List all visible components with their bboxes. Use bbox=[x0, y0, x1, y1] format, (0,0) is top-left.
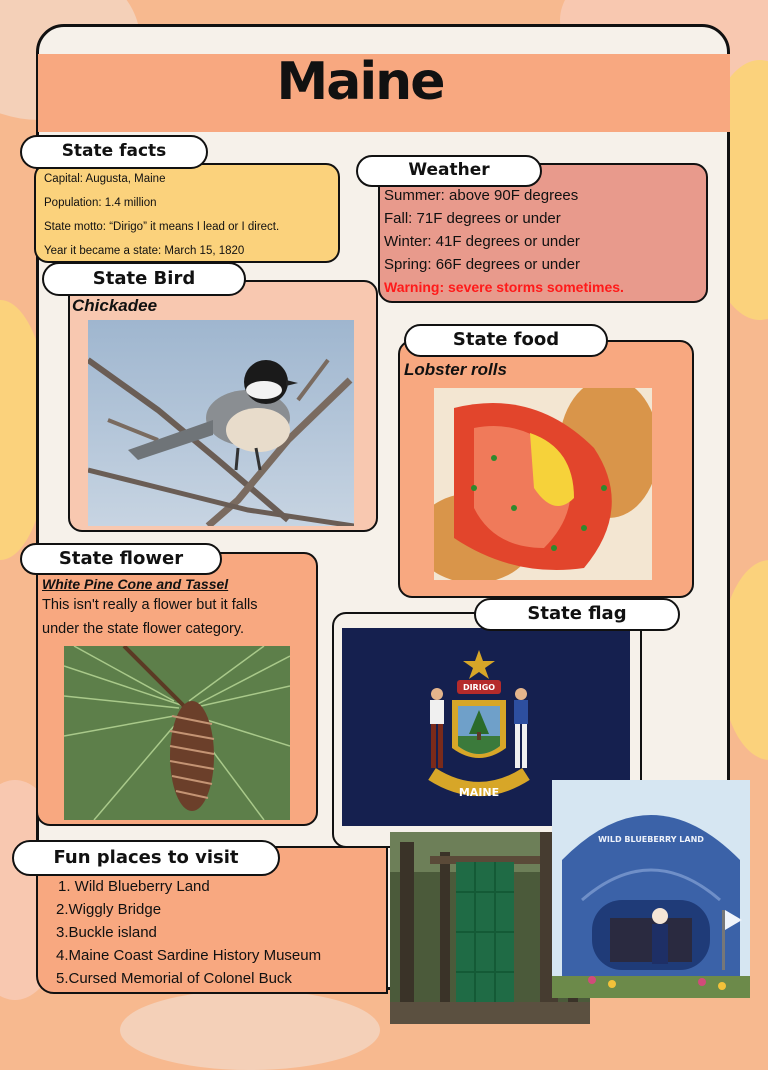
state-facts-label: State facts bbox=[20, 135, 208, 169]
fact-motto: State motto: “Dirigo” it means I lead or I direct. bbox=[44, 221, 280, 233]
fun-place-2: 2.Wiggly Bridge bbox=[56, 901, 162, 918]
blueberry-sign-text: WILD BLUEBERRY LAND bbox=[598, 835, 704, 844]
weather-summer: Summer: above 90F degrees bbox=[384, 187, 579, 204]
fact-statehood: Year it became a state: March 15, 1820 bbox=[44, 245, 245, 257]
state-food-name: Lobster rolls bbox=[404, 360, 507, 379]
flag-name: MAINE bbox=[458, 786, 500, 799]
state-flower-desc-line2: under the state flower category. bbox=[42, 621, 245, 637]
state-flag-label: State flag bbox=[474, 598, 680, 631]
state-flower-label: State flower bbox=[20, 543, 222, 575]
wild-blueberry-land-photo bbox=[552, 780, 750, 998]
pine-cone-photo bbox=[64, 646, 290, 820]
state-bird-name: Chickadee bbox=[72, 296, 158, 315]
state-flower-name: White Pine Cone and Tassel bbox=[42, 576, 229, 592]
weather-winter: Winter: 41F degrees or under bbox=[384, 233, 580, 250]
fact-capital: Capital: Augusta, Maine bbox=[44, 173, 166, 185]
state-bird-label: State Bird bbox=[42, 262, 246, 296]
state-flower-desc-line1: This isn't really a flower but it falls bbox=[42, 597, 258, 613]
fun-place-3: 3.Buckle island bbox=[56, 924, 157, 941]
lobster-roll-photo bbox=[434, 388, 652, 580]
weather-label: Weather bbox=[356, 155, 542, 187]
state-food-label: State food bbox=[404, 324, 608, 357]
chickadee-photo bbox=[88, 320, 354, 526]
flag-motto: DIRIGO bbox=[462, 683, 496, 692]
state-facts-box bbox=[34, 163, 340, 263]
background-blob bbox=[120, 990, 380, 1070]
page-title: Maine bbox=[276, 52, 444, 112]
weather-spring: Spring: 66F degrees or under bbox=[384, 256, 580, 273]
fact-population: Population: 1.4 million bbox=[44, 197, 157, 209]
fun-places-label: Fun places to visit bbox=[12, 840, 280, 876]
weather-fall: Fall: 71F degrees or under bbox=[384, 210, 561, 227]
fun-place-1: 1. Wild Blueberry Land bbox=[58, 878, 210, 895]
fun-place-5: 5.Cursed Memorial of Colonel Buck bbox=[56, 970, 292, 987]
fun-place-4: 4.Maine Coast Sardine History Museum bbox=[56, 947, 322, 964]
weather-warning: Warning: severe storms sometimes. bbox=[384, 279, 624, 295]
